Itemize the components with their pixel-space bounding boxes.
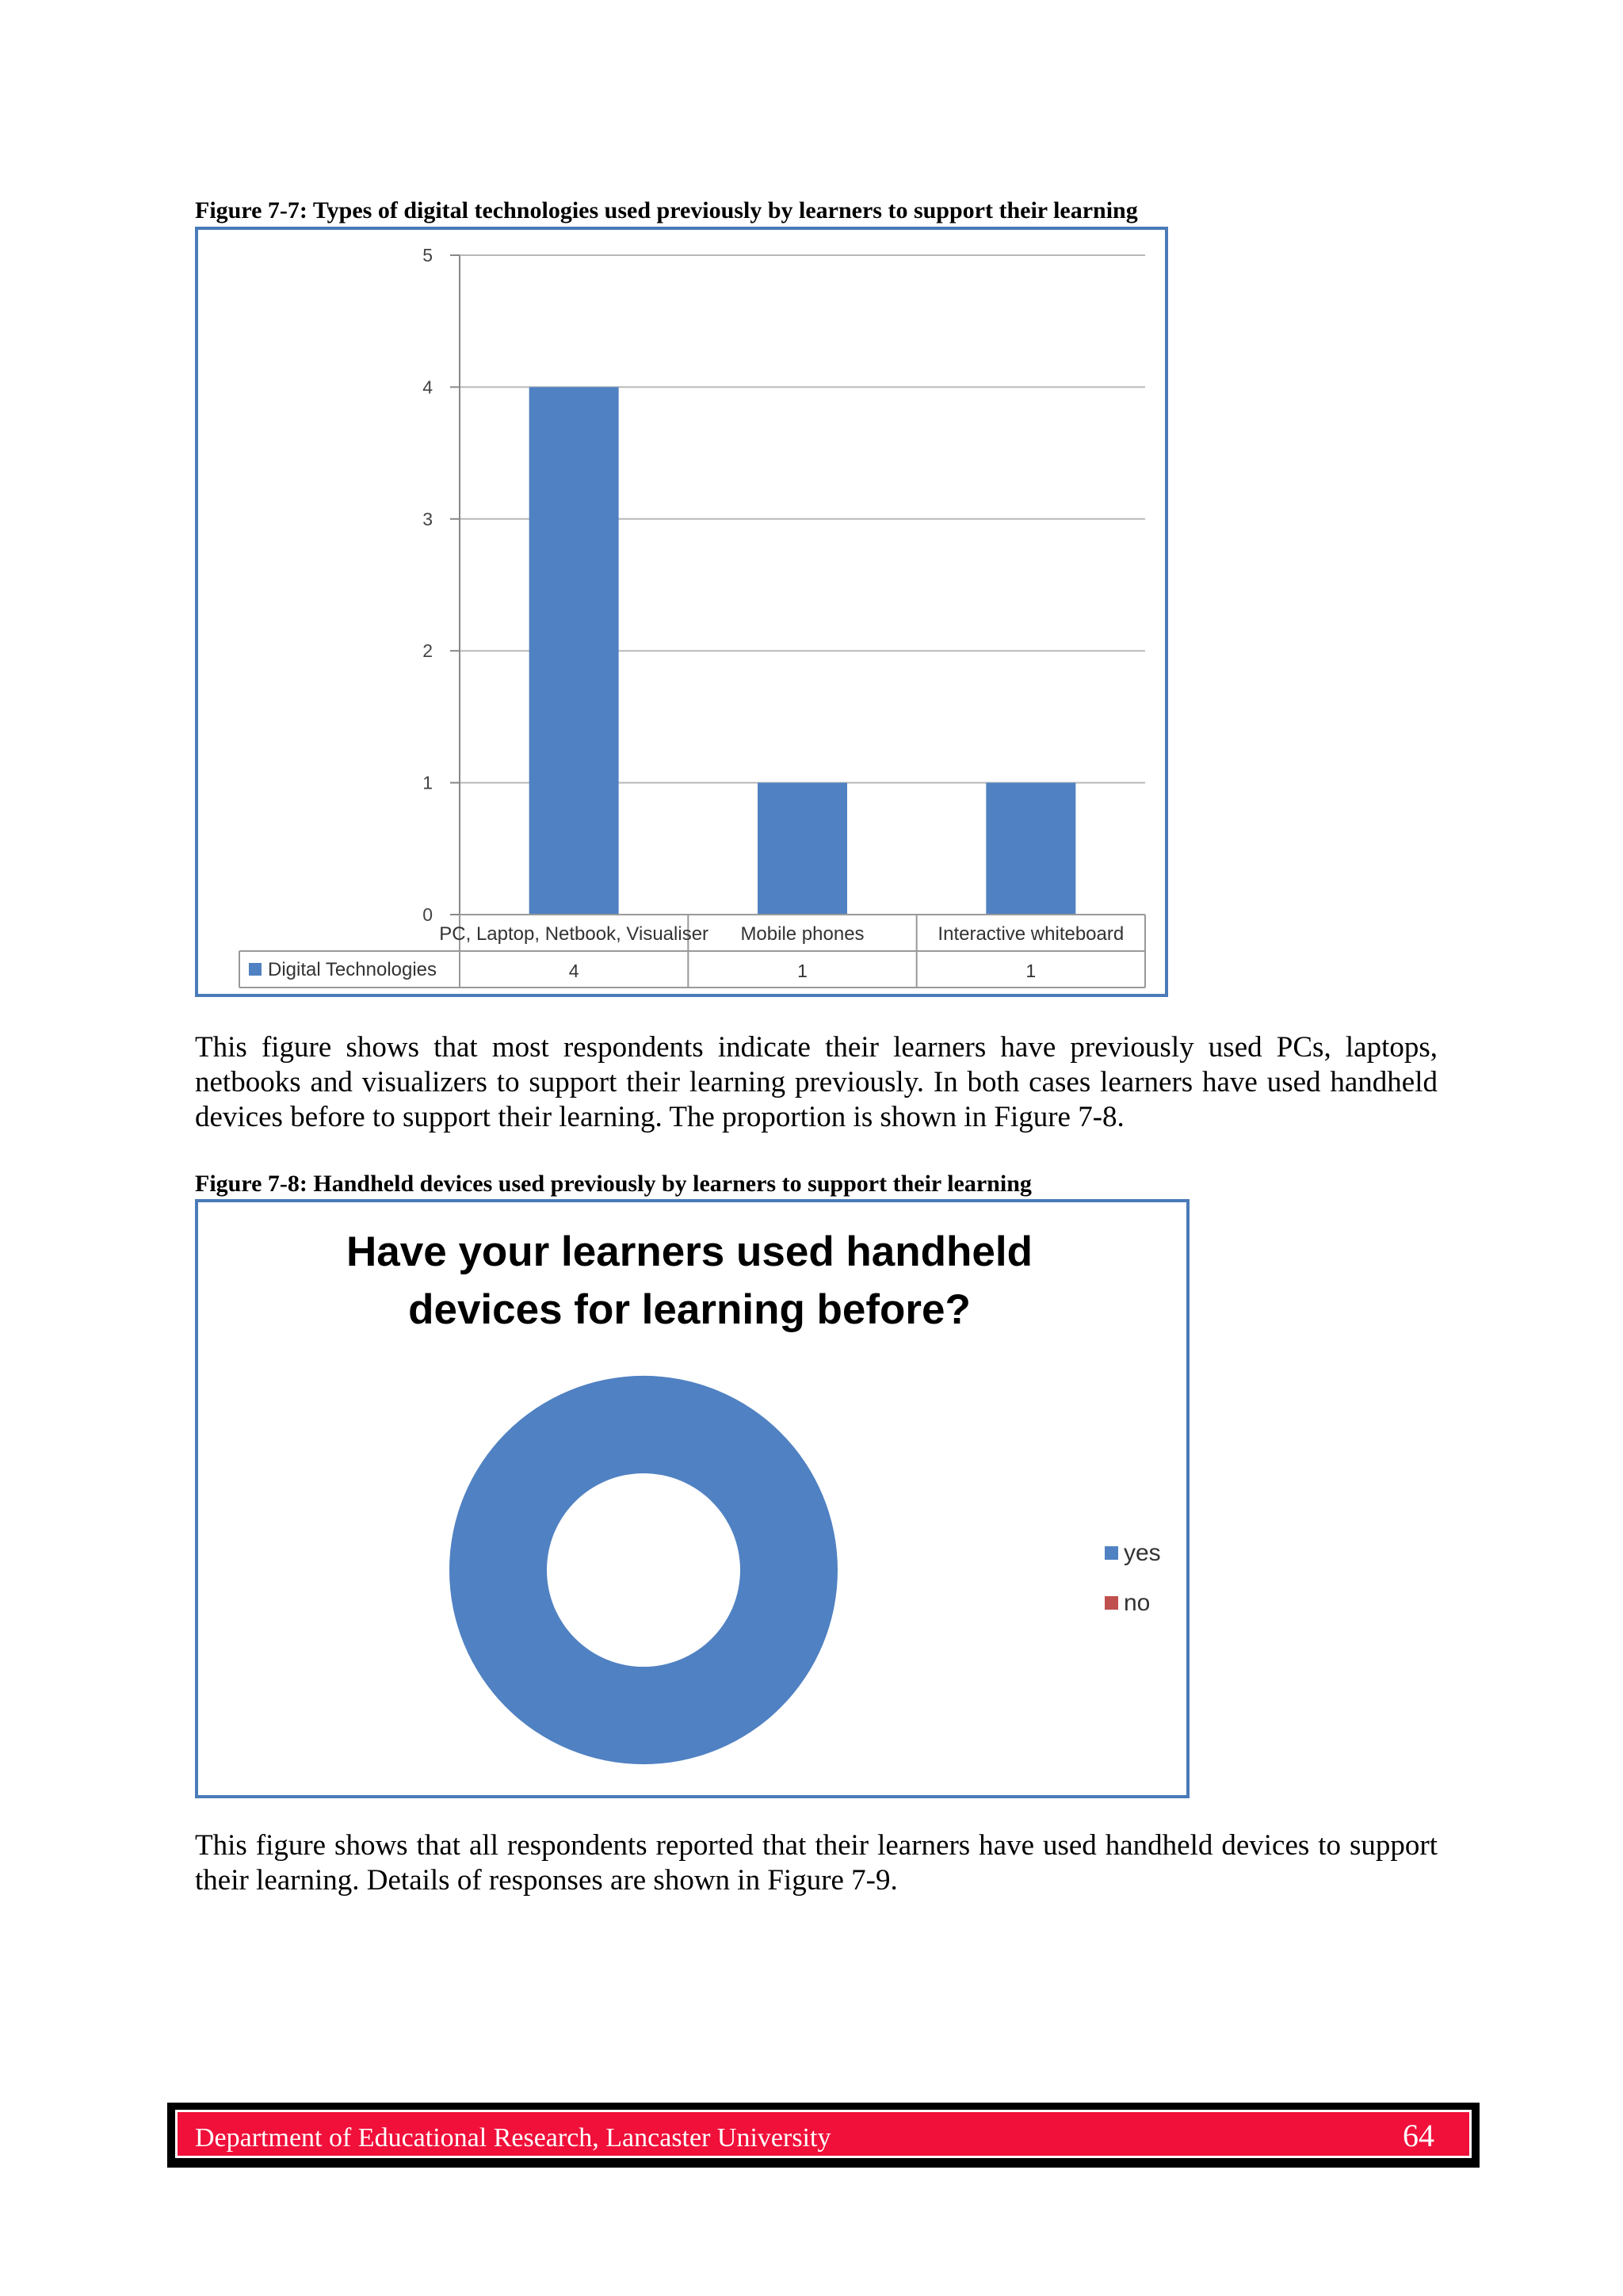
legend-swatch-no	[1105, 1596, 1118, 1610]
y-tick-label: 5	[422, 245, 433, 266]
y-tick-label: 3	[422, 508, 433, 529]
y-tick-label: 1	[422, 772, 433, 793]
legend-label-no: no	[1124, 1590, 1151, 1616]
legend-swatch-digital-technologies	[249, 963, 262, 976]
page-footer	[167, 2103, 1480, 2168]
legend-label-digital-technologies: Digital Technologies	[268, 959, 437, 980]
donut-chart	[198, 1202, 1186, 1795]
bar-3	[986, 783, 1075, 915]
bar-chart-frame	[195, 227, 1168, 997]
legend-label-yes: yes	[1124, 1540, 1161, 1566]
body-paragraph-2: This figure shows that all respondents reported that their learners have used handheld devices to support their learning. Details of responses are shown in Figure 7-9.	[195, 1829, 1438, 1897]
table-value-1: 4	[568, 961, 579, 981]
bar-2	[758, 783, 847, 915]
table-value-3: 1	[1025, 961, 1037, 981]
legend-swatch-yes	[1105, 1546, 1118, 1560]
footer-institution: Department of Educational Research, Lancaster University	[195, 2123, 831, 2153]
page-number: 64	[1403, 2118, 1434, 2153]
y-tick-label: 0	[422, 904, 433, 925]
bar-chart	[198, 230, 1165, 994]
body-paragraph-1: This figure shows that most respondents indicate their learners have previously used PCs, laptops, netbooks and visualizers to support their learning previously. In both cases learners have used handheld devices before to support their learning. The proportion is shown in Figure 7-8.	[195, 1031, 1438, 1133]
chart-title-line-2: devices for learning before?	[408, 1286, 971, 1333]
donut-chart-frame	[195, 1199, 1190, 1798]
donut-slice-yes	[449, 1376, 838, 1764]
chart-title-line-1: Have your learners used handheld	[346, 1228, 1033, 1275]
figure-caption-7-7: Figure 7-7: Types of digital technologies used previously by learners to support their learning	[195, 197, 1138, 223]
bar-1	[529, 387, 619, 915]
y-tick-label: 2	[422, 640, 433, 662]
table-value-2: 1	[797, 961, 808, 981]
figure-caption-7-8: Figure 7-8: Handheld devices used previously by learners to support their learning	[195, 1171, 1032, 1197]
footer-band	[175, 2110, 1472, 2158]
category-label-2: Mobile phones	[740, 923, 865, 945]
y-tick-label: 4	[422, 376, 433, 398]
category-label-3: Interactive whiteboard	[938, 923, 1125, 945]
category-label-1: PC, Laptop, Netbook, Visualiser	[439, 923, 709, 945]
